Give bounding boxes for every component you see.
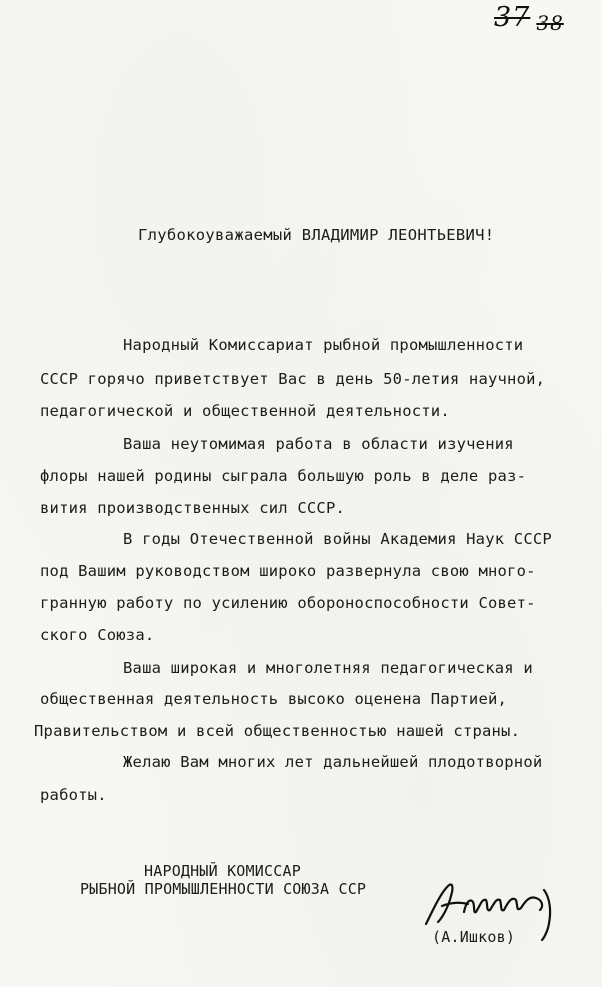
archive-page-number — [494, 2, 564, 33]
body-line: Ваша неутомимая работа в области изучения — [123, 435, 514, 453]
body-line: под Вашим руководством широко развернула свою много- — [40, 562, 536, 580]
signature-title-line-1: НАРОДНЫЙ КОМИССАР — [144, 862, 301, 880]
body-line: работы. — [40, 786, 107, 804]
body-line: СССР горячо приветствует Вас в день 50-летия научной, — [40, 370, 546, 388]
body-line: гранную работу по усилению обороноспособности Совет- — [40, 594, 536, 612]
signature-title-block — [80, 862, 366, 898]
body-line: ского Союза. — [40, 626, 155, 644]
archive-number-old: 37 — [494, 2, 531, 33]
body-line: В годы Отечественной войны Академия Наук СССР — [123, 530, 552, 548]
body-line: Ваша широкая и многолетняя педагогическая и — [123, 659, 533, 677]
body-line: Народный Комиссариат рыбной промышленности — [123, 336, 524, 354]
archive-number-new: 38 — [536, 11, 564, 35]
signature-title-line-2: РЫБНОЙ ПРОМЫШЛЕННОСТИ СОЮЗА ССР — [80, 880, 367, 898]
salutation: Глубокоуважаемый ВЛАДИМИР ЛЕОНТЬЕВИЧ! — [138, 226, 495, 244]
body-line: педагогической и общественной деятельности. — [40, 402, 450, 420]
body-line: общественная деятельность высоко оценена Партией, — [40, 690, 508, 708]
body-line: Желаю Вам многих лет дальнейшей плодотворной — [123, 753, 543, 771]
signer-name: (А.Ишков) — [432, 928, 516, 946]
body-line: Правительством и всей общественностью нашей страны. — [34, 722, 521, 740]
body-line: флоры нашей родины сыграла большую роль в деле раз- — [40, 467, 527, 485]
body-line: вития производственных сил СССР. — [40, 499, 346, 517]
